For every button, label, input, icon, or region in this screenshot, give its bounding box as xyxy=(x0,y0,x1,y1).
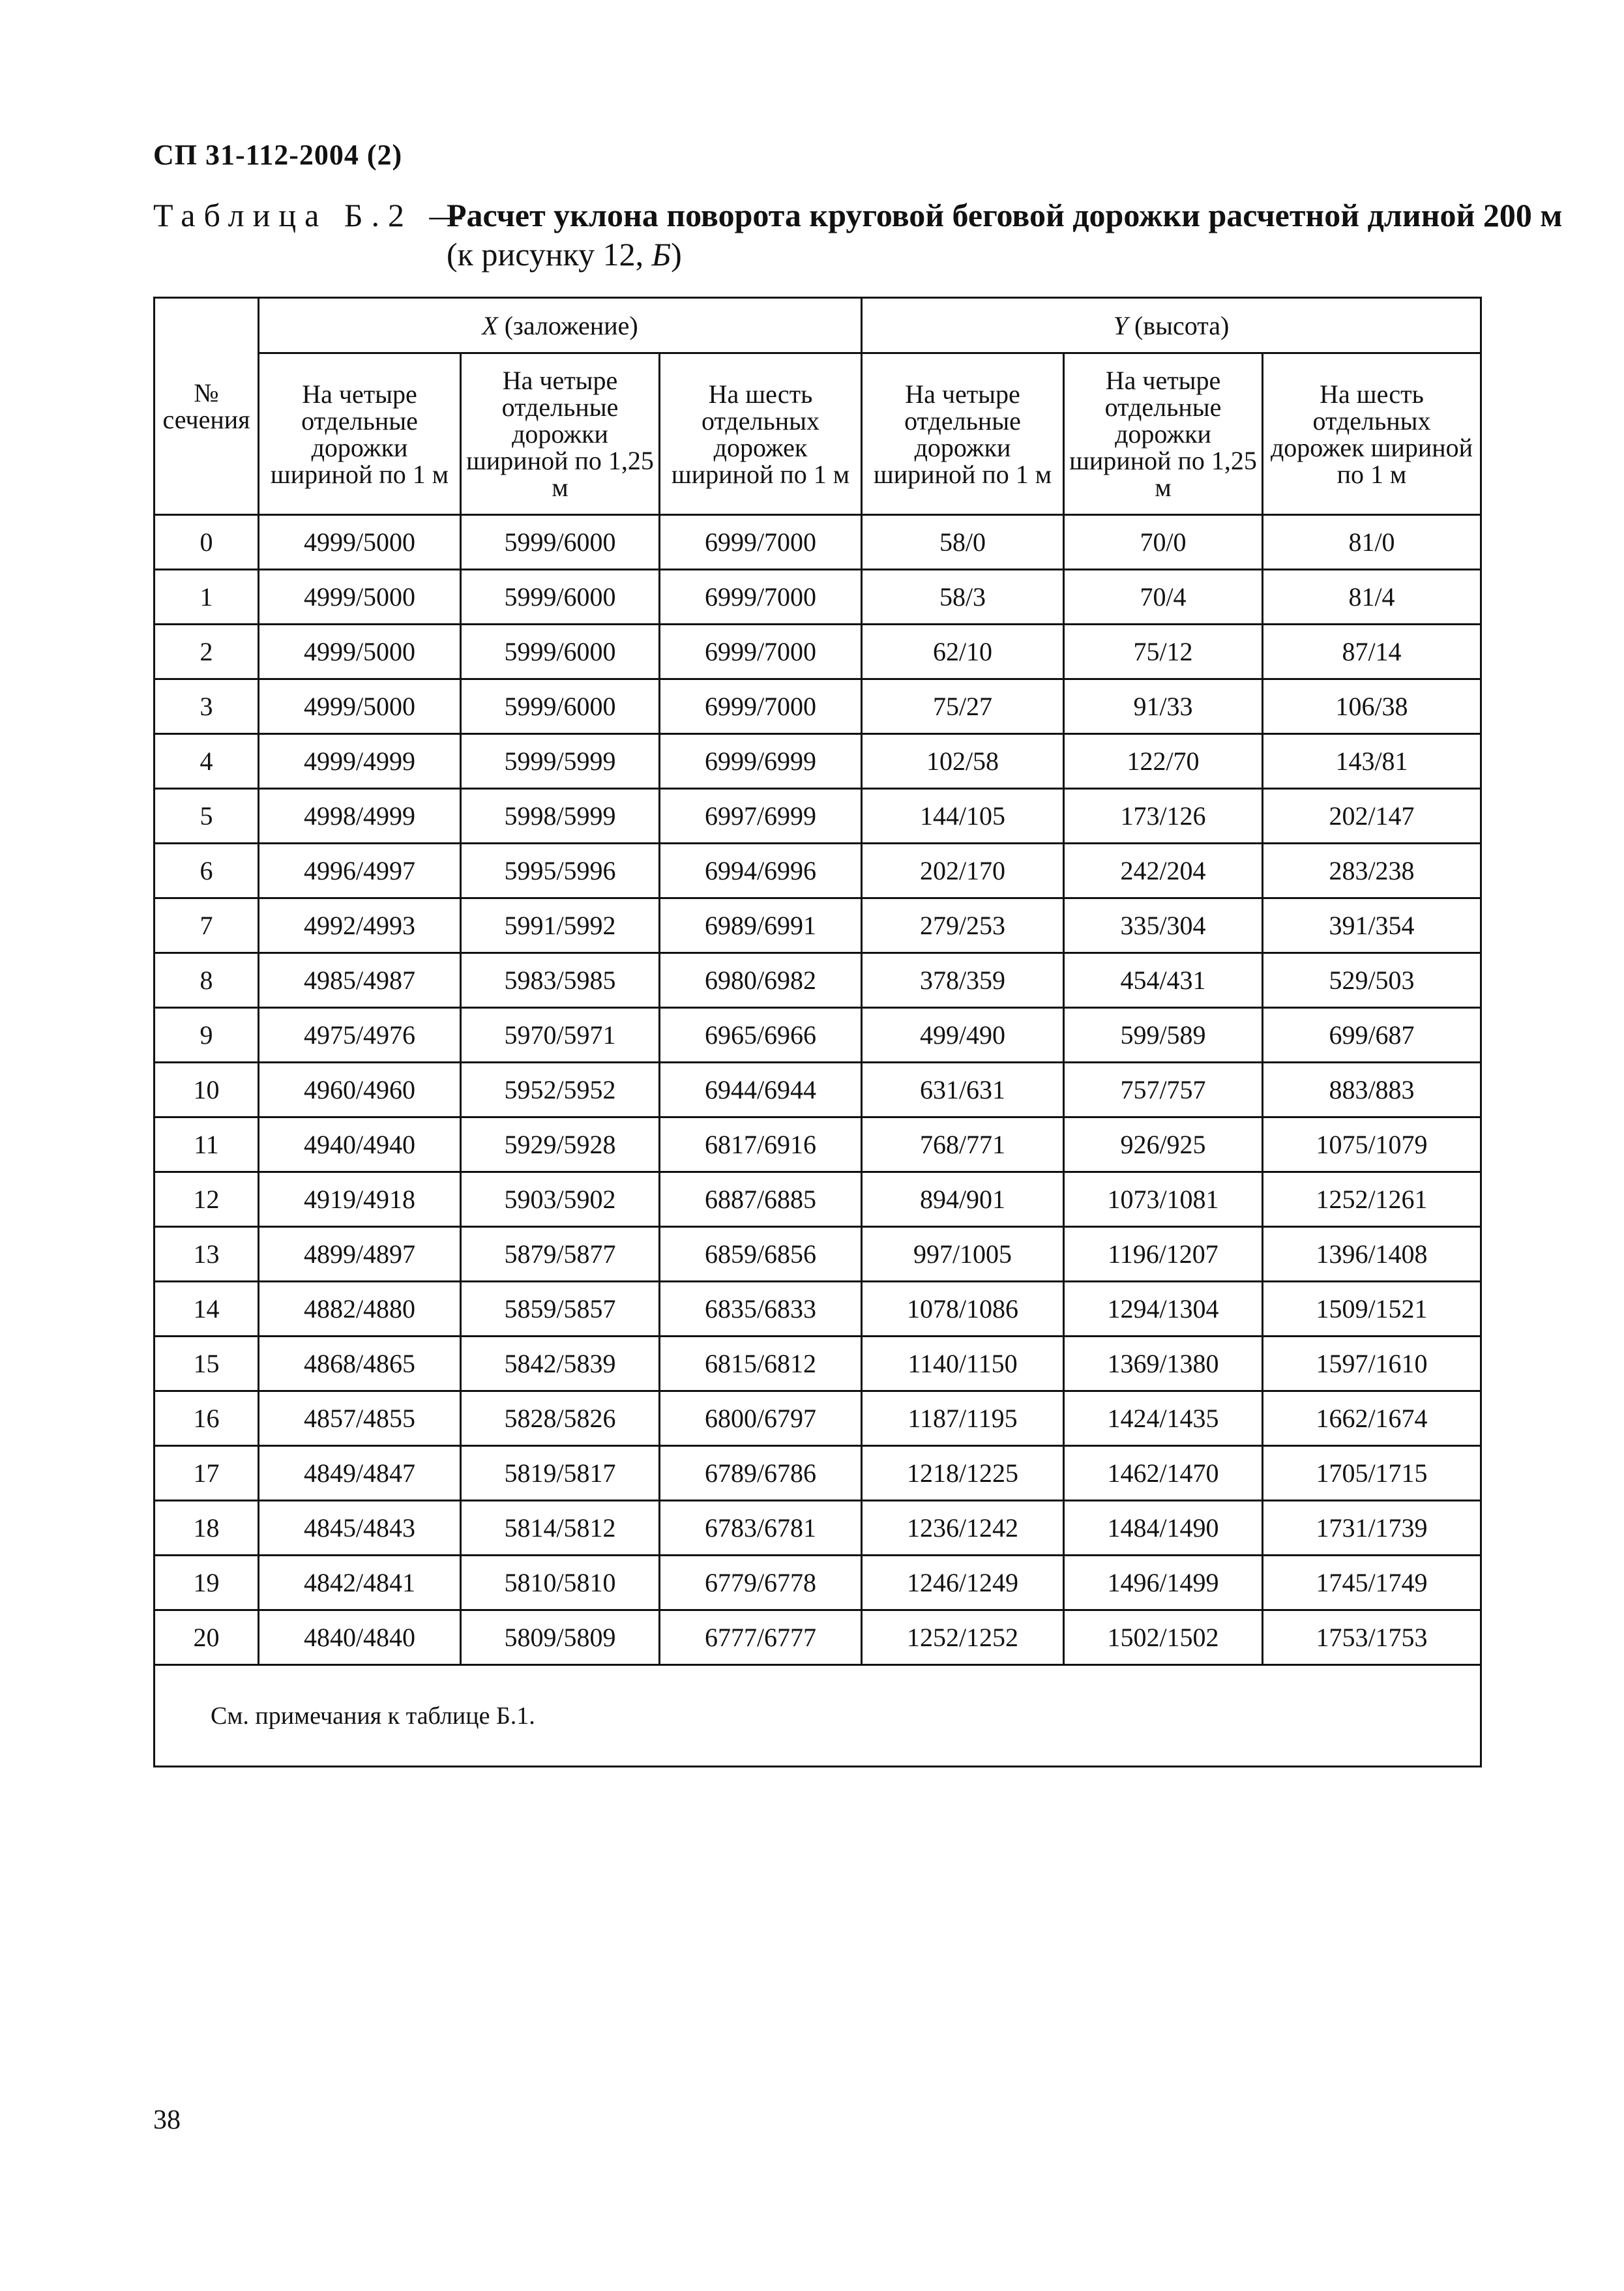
header-x-var: X xyxy=(482,310,498,340)
table-cell: 4882/4880 xyxy=(259,1282,461,1337)
table-cell: 62/10 xyxy=(862,625,1064,679)
section-number-cell: 17 xyxy=(155,1446,259,1501)
table-cell: 997/1005 xyxy=(862,1227,1064,1282)
table-cell: 70/0 xyxy=(1064,515,1263,570)
table-row xyxy=(155,1337,1481,1391)
table-row xyxy=(155,898,1481,953)
table-cell: 1236/1242 xyxy=(862,1501,1064,1556)
header-group-x xyxy=(259,298,862,353)
table-cell: 5809/5809 xyxy=(461,1610,660,1665)
table-cell: 202/170 xyxy=(862,844,1064,898)
table-cell: 335/304 xyxy=(1064,898,1263,953)
table-cell: 894/901 xyxy=(862,1172,1064,1227)
caption-sub-prefix: (к рисунку 12, xyxy=(447,236,652,273)
section-number-cell: 7 xyxy=(155,898,259,953)
table-cell: 768/771 xyxy=(862,1117,1064,1172)
table-cell: 699/687 xyxy=(1263,1008,1481,1063)
table-cell: 1294/1304 xyxy=(1064,1282,1263,1337)
table-cell: 4998/4999 xyxy=(259,789,461,844)
table-cell: 4840/4840 xyxy=(259,1610,461,1665)
table-cell: 4849/4847 xyxy=(259,1446,461,1501)
table-cell: 6817/6916 xyxy=(660,1117,862,1172)
table-cell: 1662/1674 xyxy=(1263,1391,1481,1446)
table-cell: 70/4 xyxy=(1064,570,1263,625)
table-cell: 279/253 xyxy=(862,898,1064,953)
table-cell: 1073/1081 xyxy=(1064,1172,1263,1227)
section-number-cell: 14 xyxy=(155,1282,259,1337)
header-group-y xyxy=(862,298,1481,353)
section-number-cell: 16 xyxy=(155,1391,259,1446)
table-cell: 6999/7000 xyxy=(660,625,862,679)
section-number-cell: 8 xyxy=(155,953,259,1008)
table-cell: 5903/5902 xyxy=(461,1172,660,1227)
table-cell: 5999/6000 xyxy=(461,625,660,679)
table-cell: 1218/1225 xyxy=(862,1446,1064,1501)
table-cell: 529/503 xyxy=(1263,953,1481,1008)
table-cell: 4919/4918 xyxy=(259,1172,461,1227)
table-cell: 4996/4997 xyxy=(259,844,461,898)
table-cell: 1502/1502 xyxy=(1064,1610,1263,1665)
table-cell: 6800/6797 xyxy=(660,1391,862,1446)
page-number: 38 xyxy=(153,2105,181,2135)
table-cell: 6783/6781 xyxy=(660,1501,862,1556)
table-cell: 6997/6999 xyxy=(660,789,862,844)
section-number-cell: 12 xyxy=(155,1172,259,1227)
table-cell: 173/126 xyxy=(1064,789,1263,844)
table-row xyxy=(155,679,1481,734)
table-cell: 5819/5817 xyxy=(461,1446,660,1501)
table-cell: 283/238 xyxy=(1263,844,1481,898)
table-cell: 5952/5952 xyxy=(461,1063,660,1117)
table-row xyxy=(155,1282,1481,1337)
table-row xyxy=(155,1172,1481,1227)
section-number-cell: 3 xyxy=(155,679,259,734)
table-row xyxy=(155,1008,1481,1063)
table-cell: 1252/1252 xyxy=(862,1610,1064,1665)
table-cell: 6835/6833 xyxy=(660,1282,862,1337)
subheader-y-six-1m: На шесть отдельных дорожек шириной по 1 м xyxy=(1263,353,1481,515)
header-section-number: № сечения xyxy=(155,298,259,515)
section-number-cell: 10 xyxy=(155,1063,259,1117)
table-cell: 5879/5877 xyxy=(461,1227,660,1282)
table-cell: 1745/1749 xyxy=(1263,1556,1481,1610)
table-cell: 4857/4855 xyxy=(259,1391,461,1446)
section-number-cell: 4 xyxy=(155,734,259,789)
table-cell: 5929/5928 xyxy=(461,1117,660,1172)
table-row xyxy=(155,1227,1481,1282)
table-cell: 1509/1521 xyxy=(1263,1282,1481,1337)
table-cell: 6999/7000 xyxy=(660,679,862,734)
table-cell: 1369/1380 xyxy=(1064,1337,1263,1391)
table-cell: 5983/5985 xyxy=(461,953,660,1008)
table-row xyxy=(155,734,1481,789)
table-cell: 757/757 xyxy=(1064,1063,1263,1117)
caption-subtitle xyxy=(447,235,682,274)
section-number-cell: 13 xyxy=(155,1227,259,1282)
table-cell: 6999/7000 xyxy=(660,515,862,570)
table-cell: 106/38 xyxy=(1263,679,1481,734)
caption-sub-suffix: ) xyxy=(671,236,682,273)
table-cell: 4868/4865 xyxy=(259,1337,461,1391)
table-row xyxy=(155,625,1481,679)
section-number-cell: 0 xyxy=(155,515,259,570)
table-cell: 58/0 xyxy=(862,515,1064,570)
caption-label: Таблица Б.2 — xyxy=(153,197,471,233)
table-cell: 1597/1610 xyxy=(1263,1337,1481,1391)
table-cell: 5995/5996 xyxy=(461,844,660,898)
table-cell: 1078/1086 xyxy=(862,1282,1064,1337)
table-cell: 1396/1408 xyxy=(1263,1227,1481,1282)
table-cell: 454/431 xyxy=(1064,953,1263,1008)
table-row xyxy=(155,515,1481,570)
table-cell: 4999/5000 xyxy=(259,679,461,734)
table-cell: 102/58 xyxy=(862,734,1064,789)
table-cell: 391/354 xyxy=(1263,898,1481,953)
table-cell: 5999/6000 xyxy=(461,679,660,734)
table-cell: 6989/6991 xyxy=(660,898,862,953)
section-number-cell: 6 xyxy=(155,844,259,898)
table-cell: 4999/5000 xyxy=(259,625,461,679)
table-cell: 4842/4841 xyxy=(259,1556,461,1610)
table-cell: 202/147 xyxy=(1263,789,1481,844)
table-cell: 4999/4999 xyxy=(259,734,461,789)
table-cell: 5998/5999 xyxy=(461,789,660,844)
table-cell: 81/0 xyxy=(1263,515,1481,570)
table-cell: 5999/5999 xyxy=(461,734,660,789)
table-row xyxy=(155,1063,1481,1117)
header-y-text: (высота) xyxy=(1127,310,1230,340)
section-number-cell: 15 xyxy=(155,1337,259,1391)
table-cell: 6887/6885 xyxy=(660,1172,862,1227)
table-cell: 5999/6000 xyxy=(461,515,660,570)
table-cell: 6789/6786 xyxy=(660,1446,862,1501)
table-cell: 6944/6944 xyxy=(660,1063,862,1117)
subheader-y-four-1m: На четыре отдельные дорожки шириной по 1 м xyxy=(862,353,1064,515)
table-cell: 143/81 xyxy=(1263,734,1481,789)
table-row xyxy=(155,1391,1481,1446)
table-cell: 6779/6778 xyxy=(660,1556,862,1610)
table-cell: 1187/1195 xyxy=(862,1391,1064,1446)
table-row xyxy=(155,1501,1481,1556)
table-cell: 5814/5812 xyxy=(461,1501,660,1556)
table-row xyxy=(155,1446,1481,1501)
table-cell: 599/589 xyxy=(1064,1008,1263,1063)
table-cell: 6999/6999 xyxy=(660,734,862,789)
table-cell: 5810/5810 xyxy=(461,1556,660,1610)
table-cell: 6965/6966 xyxy=(660,1008,862,1063)
table-cell: 81/4 xyxy=(1263,570,1481,625)
table-row xyxy=(155,1556,1481,1610)
table-cell: 1705/1715 xyxy=(1263,1446,1481,1501)
table-cell: 883/883 xyxy=(1263,1063,1481,1117)
table-cell: 6980/6982 xyxy=(660,953,862,1008)
table-cell: 926/925 xyxy=(1064,1117,1263,1172)
table-cell: 1731/1739 xyxy=(1263,1501,1481,1556)
section-number-cell: 19 xyxy=(155,1556,259,1610)
table-cell: 6815/6812 xyxy=(660,1337,862,1391)
section-number-cell: 11 xyxy=(155,1117,259,1172)
table-cell: 4845/4843 xyxy=(259,1501,461,1556)
table-row xyxy=(155,1610,1481,1665)
table-cell: 1484/1490 xyxy=(1064,1501,1263,1556)
header-y-var: Y xyxy=(1113,310,1128,340)
table-cell: 5991/5992 xyxy=(461,898,660,953)
table-cell: 6859/6856 xyxy=(660,1227,862,1282)
table-cell: 4985/4987 xyxy=(259,953,461,1008)
table-cell: 58/3 xyxy=(862,570,1064,625)
table-cell: 87/14 xyxy=(1263,625,1481,679)
table-note: См. примечания к таблице Б.1. xyxy=(155,1665,1481,1767)
table-cell: 75/27 xyxy=(862,679,1064,734)
table-cell: 4999/5000 xyxy=(259,515,461,570)
section-number-cell: 9 xyxy=(155,1008,259,1063)
table-cell: 91/33 xyxy=(1064,679,1263,734)
table-cell: 1462/1470 xyxy=(1064,1446,1263,1501)
table-cell: 1196/1207 xyxy=(1064,1227,1263,1282)
table-row xyxy=(155,789,1481,844)
table-cell: 122/70 xyxy=(1064,734,1263,789)
table-cell: 5828/5826 xyxy=(461,1391,660,1446)
table-cell: 5842/5839 xyxy=(461,1337,660,1391)
table-row xyxy=(155,1117,1481,1172)
caption-title: Расчет уклона поворота круговой беговой дорожки расчетной длиной 200 м xyxy=(447,197,1563,233)
table-row xyxy=(155,570,1481,625)
table-cell: 144/105 xyxy=(862,789,1064,844)
subheader-x-four-1m: На четыре отдельные дорожки шириной по 1 м xyxy=(259,353,461,515)
section-number-cell: 18 xyxy=(155,1501,259,1556)
table-cell: 631/631 xyxy=(862,1063,1064,1117)
table-cell: 1075/1079 xyxy=(1263,1117,1481,1172)
slope-table xyxy=(153,297,1482,1767)
section-number-cell: 5 xyxy=(155,789,259,844)
table-cell: 1252/1261 xyxy=(1263,1172,1481,1227)
table-row xyxy=(155,953,1481,1008)
table-cell: 1246/1249 xyxy=(862,1556,1064,1610)
table-cell: 499/490 xyxy=(862,1008,1064,1063)
table-cell: 5999/6000 xyxy=(461,570,660,625)
table-cell: 6999/7000 xyxy=(660,570,862,625)
caption-sub-italic: Б xyxy=(651,236,672,273)
section-number-cell: 2 xyxy=(155,625,259,679)
table-cell: 1753/1753 xyxy=(1263,1610,1481,1665)
table-cell: 1424/1435 xyxy=(1064,1391,1263,1446)
table-cell: 6994/6996 xyxy=(660,844,862,898)
subheader-x-four-125m: На четыре отдельные дорожки шириной по 1,25 м xyxy=(461,353,660,515)
section-number-cell: 1 xyxy=(155,570,259,625)
table-cell: 5859/5857 xyxy=(461,1282,660,1337)
table-cell: 4940/4940 xyxy=(259,1117,461,1172)
document-code: СП 31-112-2004 (2) xyxy=(153,139,403,171)
table-cell: 378/359 xyxy=(862,953,1064,1008)
table-row xyxy=(155,844,1481,898)
header-x-text: (заложение) xyxy=(497,310,638,340)
table-cell: 75/12 xyxy=(1064,625,1263,679)
table-cell: 1140/1150 xyxy=(862,1337,1064,1391)
table-cell: 4999/5000 xyxy=(259,570,461,625)
table-cell: 4899/4897 xyxy=(259,1227,461,1282)
table-cell: 1496/1499 xyxy=(1064,1556,1263,1610)
table-cell: 4992/4993 xyxy=(259,898,461,953)
table-cell: 242/204 xyxy=(1064,844,1263,898)
subheader-y-four-125m: На четыре отдельные дорожки шириной по 1,25 м xyxy=(1064,353,1263,515)
table-cell: 4960/4960 xyxy=(259,1063,461,1117)
table-cell: 5970/5971 xyxy=(461,1008,660,1063)
table-cell: 4975/4976 xyxy=(259,1008,461,1063)
subheader-x-six-1m: На шесть отдельных дорожек шириной по 1 м xyxy=(660,353,862,515)
section-number-cell: 20 xyxy=(155,1610,259,1665)
table-cell: 6777/6777 xyxy=(660,1610,862,1665)
